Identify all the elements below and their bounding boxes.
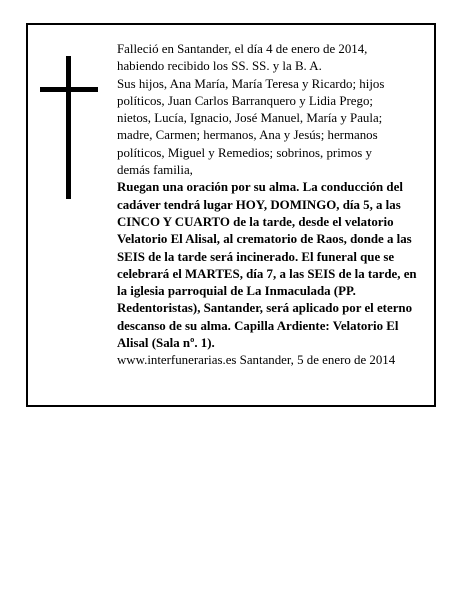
service-line-2: cadáver tendrá lugar HOY, DOMINGO, día 5, a las: [117, 197, 401, 212]
service-line-1: Ruegan una oración por su alma. La conducción del: [117, 180, 403, 195]
service-line-9: descanso de su alma. Capilla Ardiente: Velatorio El: [117, 318, 399, 333]
family-line-4: madre, Carmen; hermanos, Ana y Jesús; hermanos: [117, 128, 378, 143]
family-line-3: nietos, Lucía, Ignacio, José Manuel, María y Paula;: [117, 111, 383, 126]
service-line-6: celebrará el MARTES, día 7, a las SEIS de la tarde, en: [117, 266, 417, 281]
death-line-1: Falleció en Santander, el día 4 de enero de 2014,: [117, 42, 368, 56]
obituary-notice: [26, 23, 436, 407]
cross-vertical-bar: [66, 56, 71, 199]
obituary-text: [117, 41, 417, 370]
service-line-10: Alisal (Sala nº. 1).: [117, 336, 215, 351]
cross-icon: [40, 56, 98, 199]
family-line-1: Sus hijos, Ana María, María Teresa y Ricardo; hijos: [117, 76, 385, 91]
source-line: www.interfunerarias.es Santander, 5 de enero de 2014: [117, 353, 396, 368]
cross-horizontal-bar: [40, 87, 98, 92]
family-line-6: demás familia,: [117, 163, 193, 178]
service-line-7: la iglesia parroquial de La Inmaculada (PP.: [117, 284, 356, 299]
family-line-2: políticos, Juan Carlos Barranquero y Lidia Prego;: [117, 93, 373, 108]
service-line-5: SEIS de la tarde será incinerado. El funeral que se: [117, 249, 395, 264]
family-line-5: políticos, Miguel y Remedios; sobrinos, primos y: [117, 145, 372, 160]
death-line-2: habiendo recibido los SS. SS. y la B. A.: [117, 59, 322, 74]
service-line-4: Velatorio El Alisal, al crematorio de Raos, donde a las: [117, 232, 412, 247]
service-line-8: Redentoristas), Santander, será aplicado por el eterno: [117, 301, 413, 316]
service-line-3: CINCO Y CUARTO de la tarde, desde el velatorio: [117, 214, 394, 229]
